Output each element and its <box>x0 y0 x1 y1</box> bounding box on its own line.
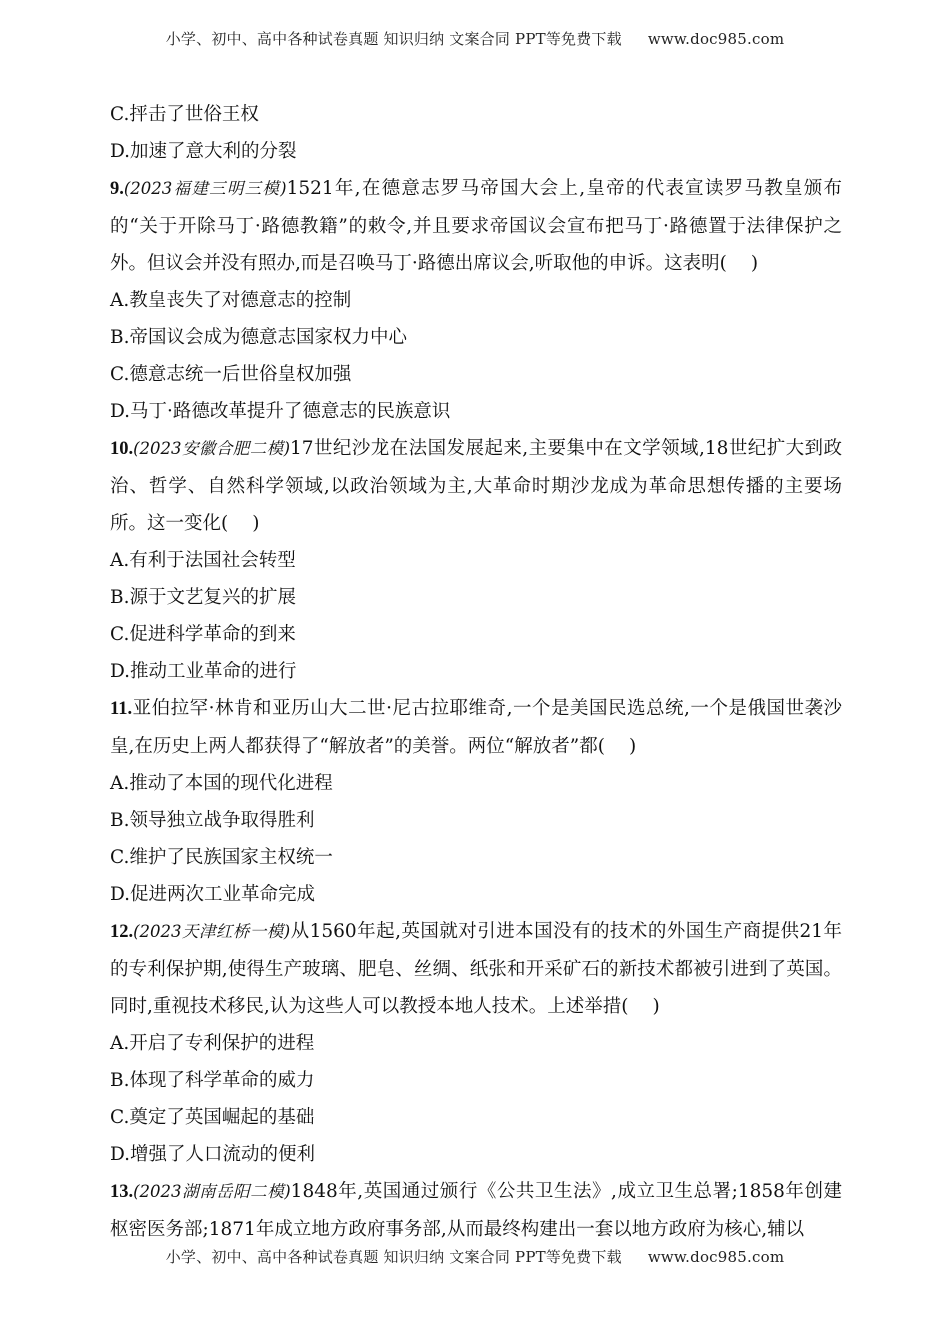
q10-option-a: A.有利于法国社会转型 <box>110 550 296 571</box>
q11-stem <box>110 690 842 765</box>
q11-number: 11. <box>110 699 133 719</box>
q10-option-b: B.源于文艺复兴的扩展 <box>110 587 296 608</box>
q12-option-b: B.体现了科学革命的威力 <box>110 1070 315 1091</box>
document-body <box>110 96 842 1248</box>
q13-text: 1848年,英国通过颁行《公共卫生法》,成立卫生总署;1858年创建枢密医务部;1871年成立地方政府事务部,从而最终构建出一套以地方政府为核心,辅以 <box>110 1181 842 1240</box>
q9-option-a: A.教皇丧失了对德意志的控制 <box>110 290 352 311</box>
q12-source: (2023天津红桥一模) <box>133 922 291 941</box>
q9-stem <box>110 170 842 282</box>
q10-number: 10. <box>110 439 134 459</box>
header-text: 小学、初中、高中各种试卷真题 知识归纳 文案合同 PPT等免费下载 <box>165 30 622 48</box>
q12-close: ) <box>652 996 660 1017</box>
q9-close: ) <box>750 253 759 274</box>
q9-option-d: D.马丁·路德改革提升了德意志的民族意识 <box>110 401 451 422</box>
q13-source: (2023湖南岳阳二模) <box>133 1182 291 1201</box>
q9-source: (2023福建三明三模) <box>123 179 287 198</box>
q10-text: 17世纪沙龙在法国发展起来,主要集中在文学领域,18世纪扩大到政治、哲学、自然科学领域,以政治领域为主,大革命时期沙龙成为革命思想传播的主要场所。这一变化( <box>110 438 842 534</box>
q10-option-d: D.推动工业革命的进行 <box>110 661 297 682</box>
q9-number: 9. <box>110 179 124 199</box>
q11-option-c: C.维护了民族国家主权统一 <box>110 847 333 868</box>
q12-stem <box>110 913 842 1025</box>
page-footer <box>0 1246 950 1267</box>
q12-option-c: C.奠定了英国崛起的基础 <box>110 1107 315 1128</box>
q11-option-d: D.促进两次工业革命完成 <box>110 884 316 905</box>
q8-option-d: D.加速了意大利的分裂 <box>110 141 297 162</box>
q11-option-b: B.领导独立战争取得胜利 <box>110 810 315 831</box>
q9-option-b: B.帝国议会成为德意志国家权力中心 <box>110 327 407 348</box>
footer-text: 小学、初中、高中各种试卷真题 知识归纳 文案合同 PPT等免费下载 <box>165 1248 622 1266</box>
header-url[interactable]: www.doc985.com <box>647 30 785 48</box>
q12-text: 从1560年起,英国就对引进本国没有的技术的外国生产商提供21年的专利保护期,使得生产玻璃、肥皂、丝绸、纸张和开采矿石的新技术都被引进到了英国。同时,重视技术移民,认为这些人可以教授本地人技术。上述举措( <box>110 921 842 1017</box>
q10-close: ) <box>252 513 260 534</box>
page-header <box>0 28 950 49</box>
footer-url[interactable]: www.doc985.com <box>647 1248 785 1266</box>
q9-option-c: C.德意志统一后世俗皇权加强 <box>110 364 352 385</box>
q11-close: ) <box>628 736 637 757</box>
q10-source: (2023安徽合肥二模) <box>133 439 291 458</box>
q12-option-a: A.开启了专利保护的进程 <box>110 1033 315 1054</box>
q13-stem <box>110 1173 842 1248</box>
q10-stem <box>110 430 842 542</box>
q8-option-c: C.抨击了世俗王权 <box>110 104 259 125</box>
q9-text: 1521年,在德意志罗马帝国大会上,皇帝的代表宣读罗马教皇颁布的“关于开除马丁·路德教籍”的敕令,并且要求帝国议会宣布把马丁·路德置于法律保护之外。但议会并没有照办,而是召唤马丁·路德出席议会,听取他的申诉。这表明( <box>110 178 842 274</box>
q12-number: 12. <box>110 922 134 942</box>
q12-option-d: D.增强了人口流动的便利 <box>110 1144 316 1165</box>
q13-number: 13. <box>110 1182 134 1202</box>
q11-option-a: A.推动了本国的现代化进程 <box>110 773 333 794</box>
q10-option-c: C.促进科学革命的到来 <box>110 624 296 645</box>
q11-text: 亚伯拉罕·林肯和亚历山大二世·尼古拉耶维奇,一个是美国民选总统,一个是俄国世袭沙皇,在历史上两人都获得了“解放者”的美誉。两位“解放者”都( <box>110 698 842 757</box>
